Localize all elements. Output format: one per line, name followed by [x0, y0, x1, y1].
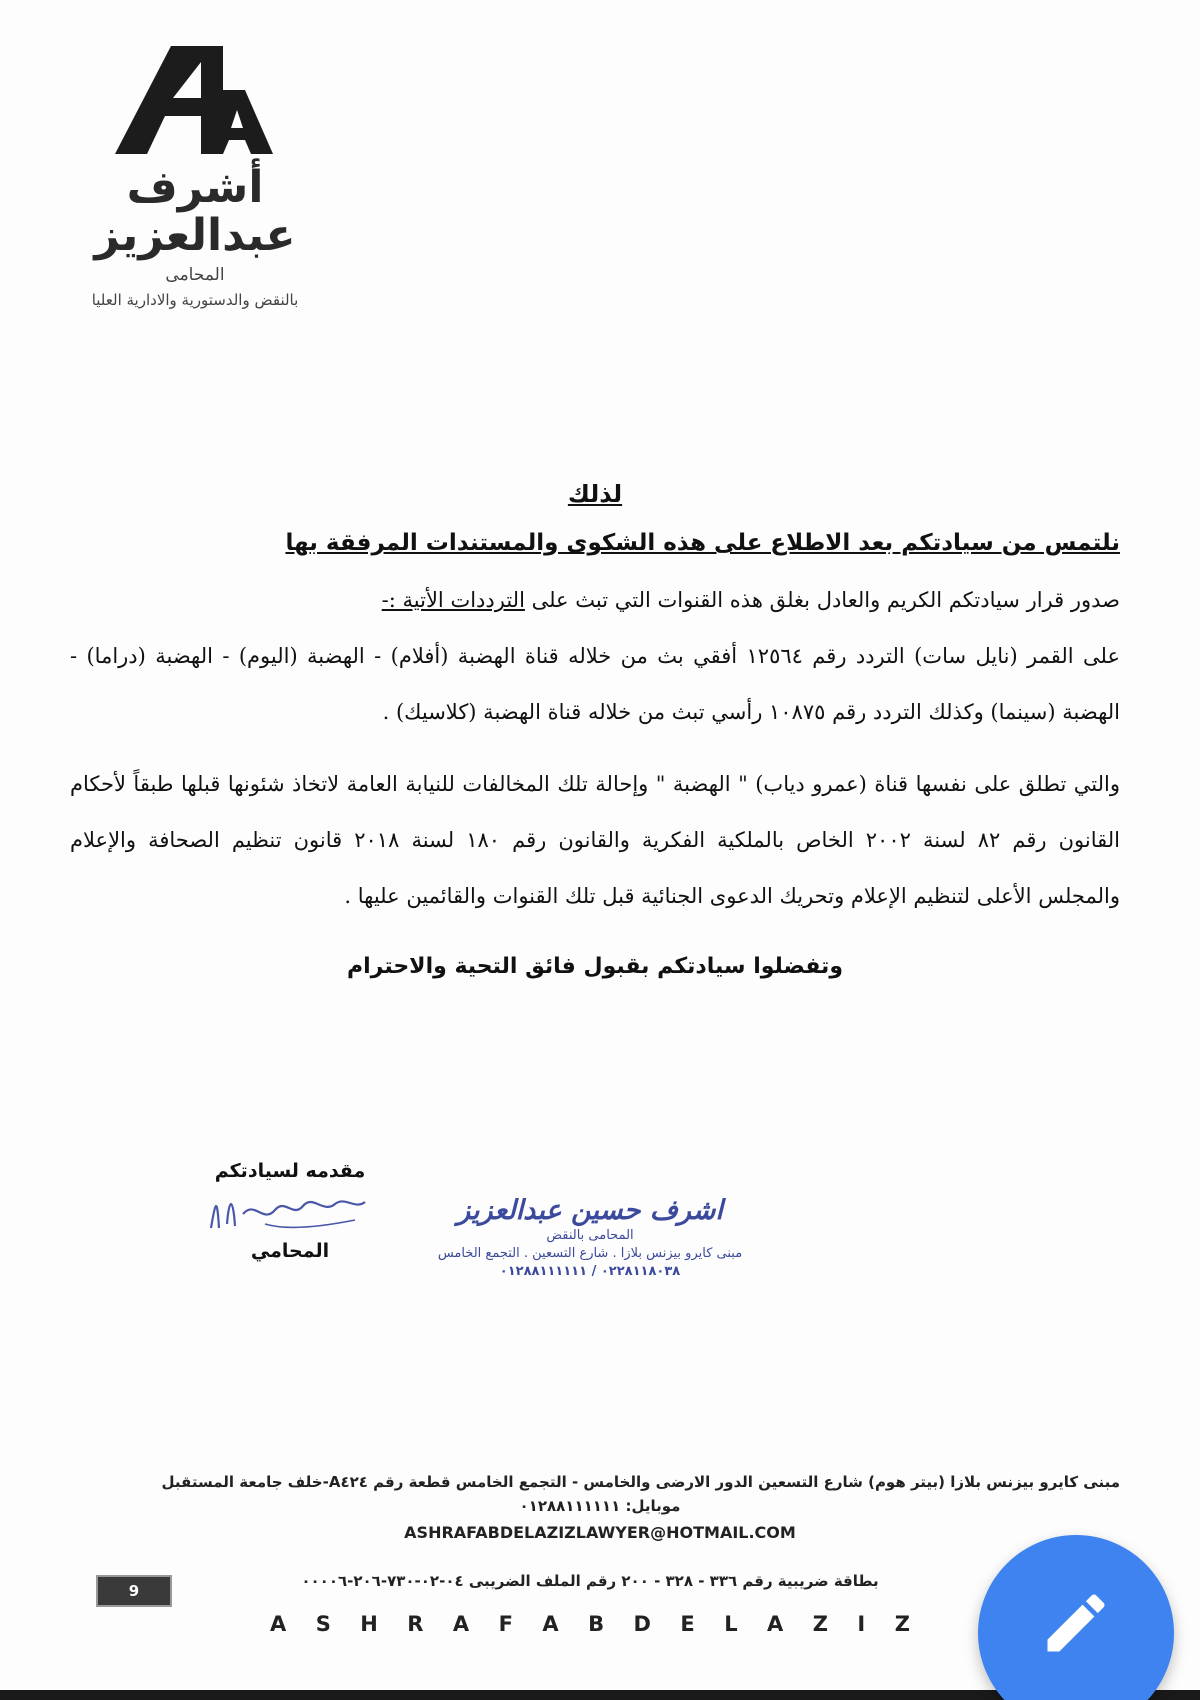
lawyer-stamp: [430, 1195, 750, 1279]
brand-letter: A: [542, 1612, 559, 1636]
footer-email: ASHRAFABDELAZIZLAWYER@HOTMAIL.COM: [404, 1523, 796, 1542]
stamp-name: اشرف حسين عبدالعزيز: [457, 1195, 723, 1226]
footer-tax-info: بطاقة ضريبية رقم ٣٣٦ - ٣٢٨ - ٢٠٠ رقم الملف الضريبى ٠٤-٠٢-٧٣٠-٢٠٦-٠٠٠٠٦: [301, 1572, 879, 1590]
footer-mobile: موبايل: ٠١٢٨٨١١١١١١: [519, 1497, 681, 1515]
letter-request: نلتمس من سيادتكم بعد الاطلاع على هذه الشكوى والمستندات المرفقة بها: [285, 530, 1120, 556]
logo-name: أشرف عبدالعزيز: [94, 162, 296, 262]
brand-letter: Z: [894, 1612, 910, 1636]
brand-letter: B: [588, 1612, 605, 1636]
brand-letter: A: [767, 1612, 784, 1636]
pencil-edit-icon: [1038, 1585, 1114, 1661]
submitted-by: مقدمه لسيادتكم: [214, 1160, 366, 1182]
letterhead-logo: [40, 40, 350, 309]
paragraph-3: والتي تطلق على نفسها قناة (عمرو دياب) " الهضبة " وإحالة تلك المخالفات للنيابة العامة لاتخاذ شئونها قبلها طبقاً لأحكام القانون رقم ٨٢ لسنة ٢٠٠٢ الخاص بالملكية الفكرية والقانون رقم ١٨٠ لسنة ٢٠١٨ قانون تنظيم الصحافة والإعلام والمجلس الأعلى لتنظيم الإعلام وتحريك الدعوى الجنائية قبل تلك القنوات والقائمين عليها .: [70, 772, 1120, 908]
paragraph-1-text: صدور قرار سيادتكم الكريم والعادل بغلق هذه القنوات التي تبث على: [524, 588, 1120, 612]
brand-letters: [270, 1612, 910, 1636]
brand-letter: A: [452, 1612, 470, 1636]
logo-title: المحامى: [165, 264, 225, 285]
brand-letter: F: [498, 1612, 513, 1636]
brand-letter: A: [270, 1612, 287, 1636]
paragraph-2: على القمر (نايل سات) التردد رقم ١٢٥٦٤ أفقي بث من خلاله قناة الهضبة (أفلام) - الهضبة (اليوم) - الهضبة (دراما) - الهضبة (سينما) وكذلك التردد رقم ١٠٨٧٥ رأسي تبث من خلاله قناة الهضبة (كلاسيك) .: [70, 644, 1120, 724]
letter-closing: وتفضلوا سيادتكم بقبول فائق التحية والاحترام: [347, 954, 843, 979]
letter-body: [70, 480, 1120, 979]
brand-letter: S: [315, 1612, 331, 1636]
brand-letter: H: [360, 1612, 378, 1636]
footer-address: مبنى كايرو بيزنس بلازا (بيتر هوم) شارع التسعين الدور الارضى والخامس - التجمع الخامس قطعة رقم A٤٢٤-خلف جامعة المستقبل: [161, 1473, 1120, 1491]
stamp-phones: ٠٢٢٨١١٨٠٣٨ / ٠١٢٨٨١١١١١١: [499, 1264, 681, 1279]
stamp-role: المحامى بالنقض: [546, 1228, 634, 1243]
aa-monogram-logo: [105, 40, 285, 158]
brand-letter: D: [633, 1612, 651, 1636]
brand-letter: I: [857, 1612, 866, 1636]
letter-footer: [80, 1470, 1120, 1546]
handwritten-signature: [205, 1184, 375, 1238]
stamp-address: مبنى كايرو بيزنس بلازا . شارع التسعين . التجمع الخامس: [437, 1246, 743, 1261]
brand-letter: R: [407, 1612, 424, 1636]
page-number-badge: 9: [96, 1575, 172, 1607]
signature-block: [200, 1160, 380, 1262]
brand-letter: E: [680, 1612, 695, 1636]
logo-subtitle: بالنقض والدستورية والادارية العليا: [91, 290, 299, 309]
paragraph-1-underlined: الترددات الأتية :-: [381, 588, 525, 612]
signature-role: المحامي: [250, 1240, 330, 1262]
brand-letter: Z: [812, 1612, 828, 1636]
letter-heading: لذلك: [567, 480, 623, 508]
paragraph-1: [70, 572, 1120, 628]
brand-letter: L: [724, 1612, 738, 1636]
